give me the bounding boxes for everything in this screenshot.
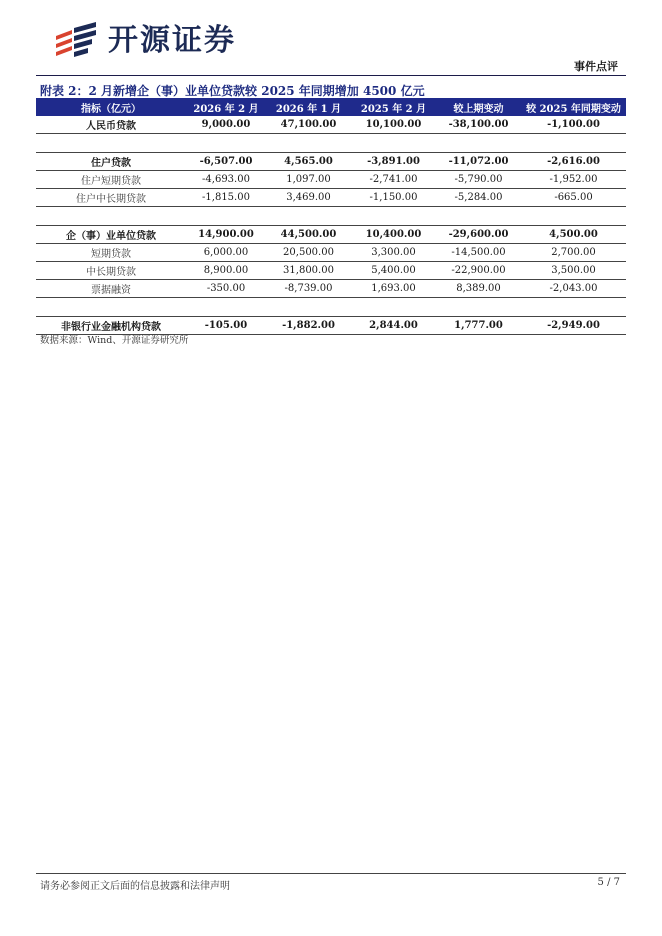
table-row xyxy=(36,189,626,207)
row-label-cell: 中长期贷款 xyxy=(36,262,186,280)
value-cell: 10,400.00 xyxy=(351,226,436,244)
table-row xyxy=(36,280,626,298)
value-cell xyxy=(266,134,351,153)
logo-mark-icon xyxy=(52,22,100,62)
value-cell: -665.00 xyxy=(521,189,626,207)
value-cell: -1,882.00 xyxy=(266,317,351,335)
row-label-cell: 短期贷款 xyxy=(36,244,186,262)
company-logo xyxy=(52,20,252,62)
value-cell xyxy=(521,298,626,317)
value-cell: -8,739.00 xyxy=(266,280,351,298)
value-cell: 4,500.00 xyxy=(521,226,626,244)
row-label-cell: 非银行业金融机构贷款 xyxy=(36,317,186,335)
value-cell xyxy=(436,134,521,153)
header-cell: 指标（亿元） xyxy=(36,98,186,116)
header-divider xyxy=(36,75,626,76)
value-cell: -2,043.00 xyxy=(521,280,626,298)
value-cell: -1,150.00 xyxy=(351,189,436,207)
value-cell: 8,900.00 xyxy=(186,262,266,280)
data-source-note: 数据来源：Wind、开源证券研究所 xyxy=(40,335,189,346)
value-cell: 14,900.00 xyxy=(186,226,266,244)
value-cell: -5,790.00 xyxy=(436,171,521,189)
row-label-cell: 企（事）业单位贷款 xyxy=(36,226,186,244)
header-cell: 2026 年 2 月 xyxy=(186,98,266,116)
value-cell: 6,000.00 xyxy=(186,244,266,262)
table-row xyxy=(36,226,626,244)
value-cell: 47,100.00 xyxy=(266,116,351,134)
value-cell xyxy=(266,298,351,317)
row-label-cell xyxy=(36,298,186,317)
value-cell: 8,389.00 xyxy=(436,280,521,298)
table-spacer-row xyxy=(36,207,626,226)
header-cell: 较上期变动 xyxy=(436,98,521,116)
table-body xyxy=(36,116,626,335)
value-cell: 4,565.00 xyxy=(266,153,351,171)
row-label-cell: 人民币贷款 xyxy=(36,116,186,134)
value-cell: -2,616.00 xyxy=(521,153,626,171)
value-cell xyxy=(436,298,521,317)
table-title: 附表 2：2 月新增企（事）业单位贷款较 2025 年同期增加 4500 亿元 xyxy=(40,84,425,98)
value-cell xyxy=(186,298,266,317)
header-cell: 2026 年 1 月 xyxy=(266,98,351,116)
row-label-cell: 住户中长期贷款 xyxy=(36,189,186,207)
footer-divider xyxy=(36,873,626,874)
value-cell xyxy=(351,134,436,153)
value-cell: 20,500.00 xyxy=(266,244,351,262)
row-label-cell: 住户短期贷款 xyxy=(36,171,186,189)
header-cell: 2025 年 2 月 xyxy=(351,98,436,116)
value-cell: -14,500.00 xyxy=(436,244,521,262)
value-cell: -6,507.00 xyxy=(186,153,266,171)
row-label-cell: 住户贷款 xyxy=(36,153,186,171)
value-cell: 2,844.00 xyxy=(351,317,436,335)
value-cell xyxy=(521,207,626,226)
value-cell: 44,500.00 xyxy=(266,226,351,244)
value-cell xyxy=(351,298,436,317)
value-cell: -2,949.00 xyxy=(521,317,626,335)
table-row xyxy=(36,171,626,189)
value-cell: 5,400.00 xyxy=(351,262,436,280)
value-cell: 9,000.00 xyxy=(186,116,266,134)
value-cell: -38,100.00 xyxy=(436,116,521,134)
value-cell: -5,284.00 xyxy=(436,189,521,207)
value-cell: 1,097.00 xyxy=(266,171,351,189)
value-cell: 3,300.00 xyxy=(351,244,436,262)
value-cell: -4,693.00 xyxy=(186,171,266,189)
table-row xyxy=(36,262,626,280)
value-cell: 1,777.00 xyxy=(436,317,521,335)
value-cell: -1,952.00 xyxy=(521,171,626,189)
company-name: 开源证券 xyxy=(108,23,236,58)
value-cell xyxy=(436,207,521,226)
value-cell: 3,469.00 xyxy=(266,189,351,207)
value-cell xyxy=(186,207,266,226)
value-cell: 10,100.00 xyxy=(351,116,436,134)
value-cell xyxy=(186,134,266,153)
table-row xyxy=(36,153,626,171)
value-cell xyxy=(521,134,626,153)
page-number: 5 / 7 xyxy=(597,877,620,888)
value-cell: -1,100.00 xyxy=(521,116,626,134)
value-cell: -2,741.00 xyxy=(351,171,436,189)
row-label-cell xyxy=(36,207,186,226)
value-cell: 31,800.00 xyxy=(266,262,351,280)
table-row xyxy=(36,244,626,262)
table-spacer-row xyxy=(36,134,626,153)
value-cell xyxy=(266,207,351,226)
row-label-cell xyxy=(36,134,186,153)
footer-disclaimer: 请务必参阅正文后面的信息披露和法律声明 xyxy=(40,881,230,892)
loan-data-table xyxy=(36,98,626,335)
table-row xyxy=(36,116,626,134)
value-cell: -350.00 xyxy=(186,280,266,298)
value-cell: 3,500.00 xyxy=(521,262,626,280)
table-spacer-row xyxy=(36,298,626,317)
value-cell: -11,072.00 xyxy=(436,153,521,171)
value-cell: 1,693.00 xyxy=(351,280,436,298)
table-header-row xyxy=(36,98,626,116)
value-cell: -22,900.00 xyxy=(436,262,521,280)
value-cell xyxy=(351,207,436,226)
value-cell: -1,815.00 xyxy=(186,189,266,207)
value-cell: -3,891.00 xyxy=(351,153,436,171)
value-cell: 2,700.00 xyxy=(521,244,626,262)
row-label-cell: 票据融资 xyxy=(36,280,186,298)
document-type-label: 事件点评 xyxy=(574,60,618,73)
value-cell: -105.00 xyxy=(186,317,266,335)
header-cell: 较 2025 年同期变动 xyxy=(521,98,626,116)
value-cell: -29,600.00 xyxy=(436,226,521,244)
